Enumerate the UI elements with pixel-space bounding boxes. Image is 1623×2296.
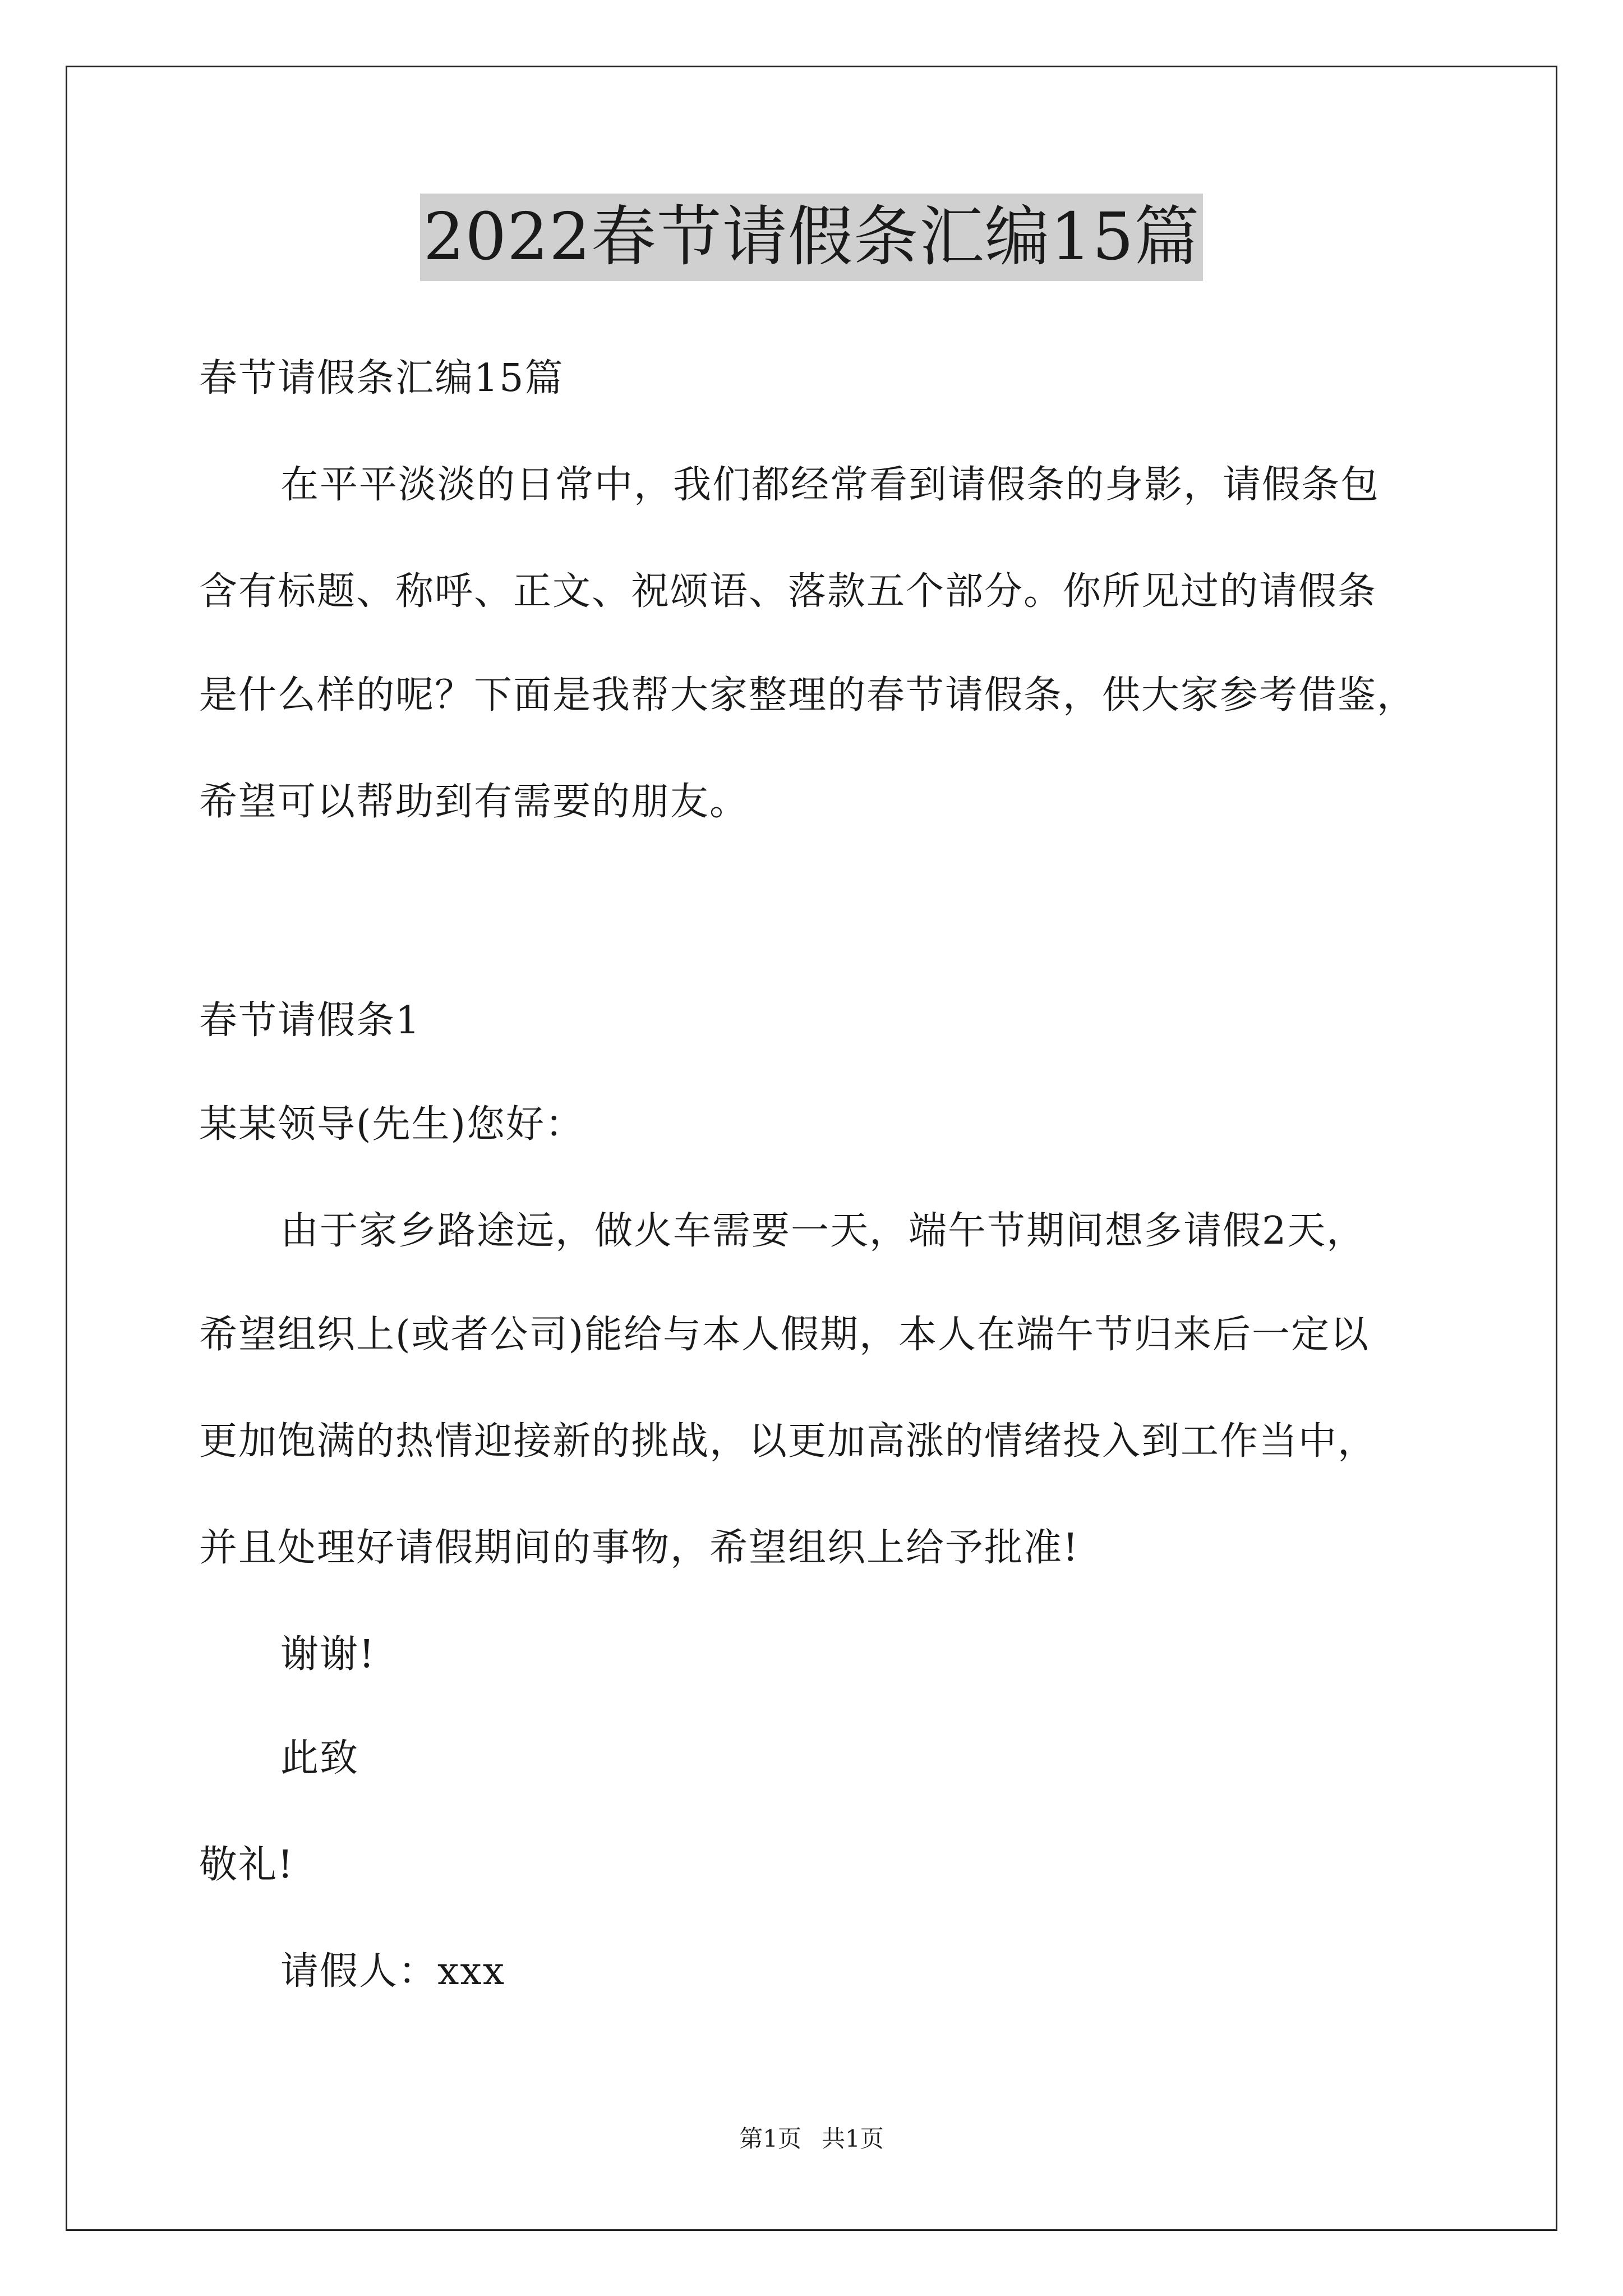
intro-line-2: 含有标题、称呼、正文、祝颂语、落款五个部分。你所见过的请假条 (199, 569, 1377, 614)
closing-line-1: 此致 (280, 1736, 359, 1780)
body-line-2: 希望组织上(或者公司)能给与本人假期，本人在端午节归来后一定以 (199, 1313, 1370, 1357)
title-container (0, 194, 1623, 281)
body-line-1: 由于家乡路途远，做火车需要一天，端午节期间想多请假2天， (280, 1209, 1366, 1253)
closing-line-2: 敬礼! (199, 1843, 294, 1887)
page-footer (0, 2123, 1623, 2155)
document-subtitle: 春节请假条汇编15篇 (199, 356, 564, 401)
section-heading: 春节请假条1 (199, 999, 421, 1043)
signature-line: 请假人：xxx (280, 1949, 506, 1994)
thanks-line: 谢谢! (280, 1632, 376, 1677)
document-title: 2022春节请假条汇编15篇 (420, 194, 1204, 281)
page-number-total: 共1页 (822, 2125, 884, 2152)
salutation: 某某领导(先生)您好： (199, 1102, 585, 1147)
body-line-4: 并且处理好请假期间的事物，希望组织上给予批准! (199, 1526, 1080, 1570)
intro-line-4: 希望可以帮助到有需要的朋友。 (199, 780, 749, 824)
intro-line-1: 在平平淡淡的日常中，我们都经常看到请假条的身影，请假条包 (280, 463, 1380, 507)
body-line-3: 更加饱满的热情迎接新的挑战，以更加高涨的情绪投入到工作当中， (199, 1419, 1377, 1464)
page-number-current: 第1页 (739, 2125, 801, 2152)
intro-line-3: 是什么样的呢？下面是我帮大家整理的春节请假条，供大家参考借鉴， (199, 673, 1417, 717)
